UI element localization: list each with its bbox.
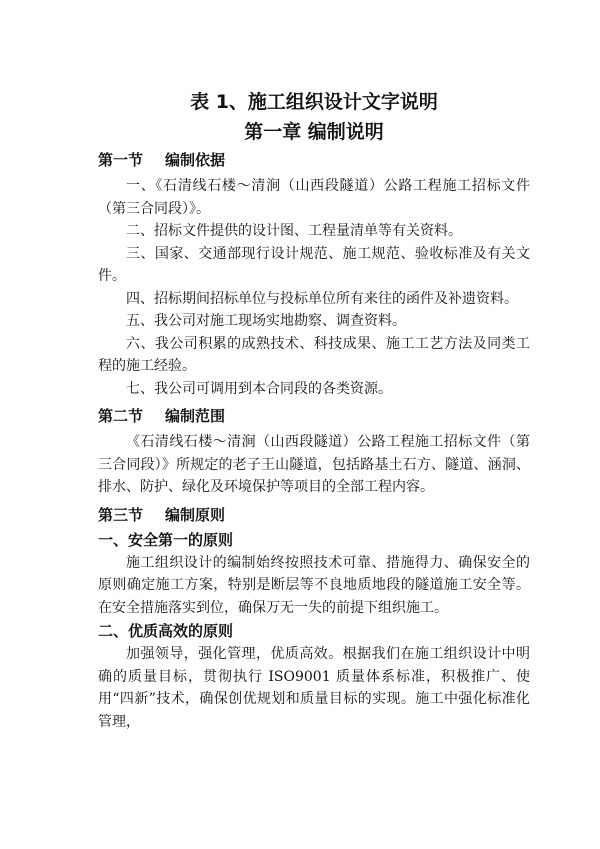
chapter-title: 第一章 编制说明 [244,121,384,143]
section-heading-3 [98,505,530,525]
paragraph: 二、招标文件提供的设计图、工程量清单等有关资料。 [126,223,462,239]
section-number: 第二节 [98,407,144,425]
document-title: 表 1、施工组织设计文字说明 [190,91,438,113]
section-heading-1 [98,150,530,170]
paragraph: 六、我公司积累的成熟技术、科技成果、施工工艺方法及同类工程的施工经验。 [98,335,530,374]
principle-heading-1: 一、安全第一的原则 [98,530,234,549]
principle-heading-2: 二、优质高效的原则 [98,622,234,640]
paragraph: 七、我公司可调用到本合同段的各类资源。 [126,380,392,397]
paragraph: 施工组织设计的编制始终按照技术可靠、措施得力、确保安全的原则确定施工方案，特别是断层等不良地质地段的隧道施工安全等。在安全措施落实到位，确保万无一失的前提下组织施工。 [98,554,530,616]
paragraph: 《石清线石楼～清涧（山西段隧道）公路工程施工招标文件（第三合同段）》所规定的老子王山隧道，包括路基土石方、隧道、涵洞、排水、防护、绿化及环境保护等项目的全部工程内容。 [98,434,530,495]
paragraph: 一、《石清线石楼～清涧（山西段隧道）公路工程施工招标文件（第三合同段）》。 [98,178,530,217]
section-heading-2 [98,406,530,426]
paragraph: 五、我公司对施工现场实地勘察、调查资料。 [126,313,406,329]
section-number: 第三节 [98,505,144,524]
paragraph: 加强领导，强化管理，优质高效。根据我们在施工组织设计中明确的质量目标，贯彻执行 ISO9001 质量体系标准，积极推广、使用“四新”技术，确保创优规划和质量目标的实现。施工中强化标准化管理， [98,646,530,730]
paragraph: 三、国家、交通部现行设计规范、施工规范、验收标准及有关文件。 [98,245,530,284]
section-name: 编制依据 [165,151,226,169]
section-name: 编制原则 [165,505,226,524]
section-number: 第一节 [98,151,144,169]
paragraph: 四、招标期间招标单位与投标单位所有来往的函件及补遗资料。 [126,290,518,307]
section-name: 编制范围 [165,407,226,425]
